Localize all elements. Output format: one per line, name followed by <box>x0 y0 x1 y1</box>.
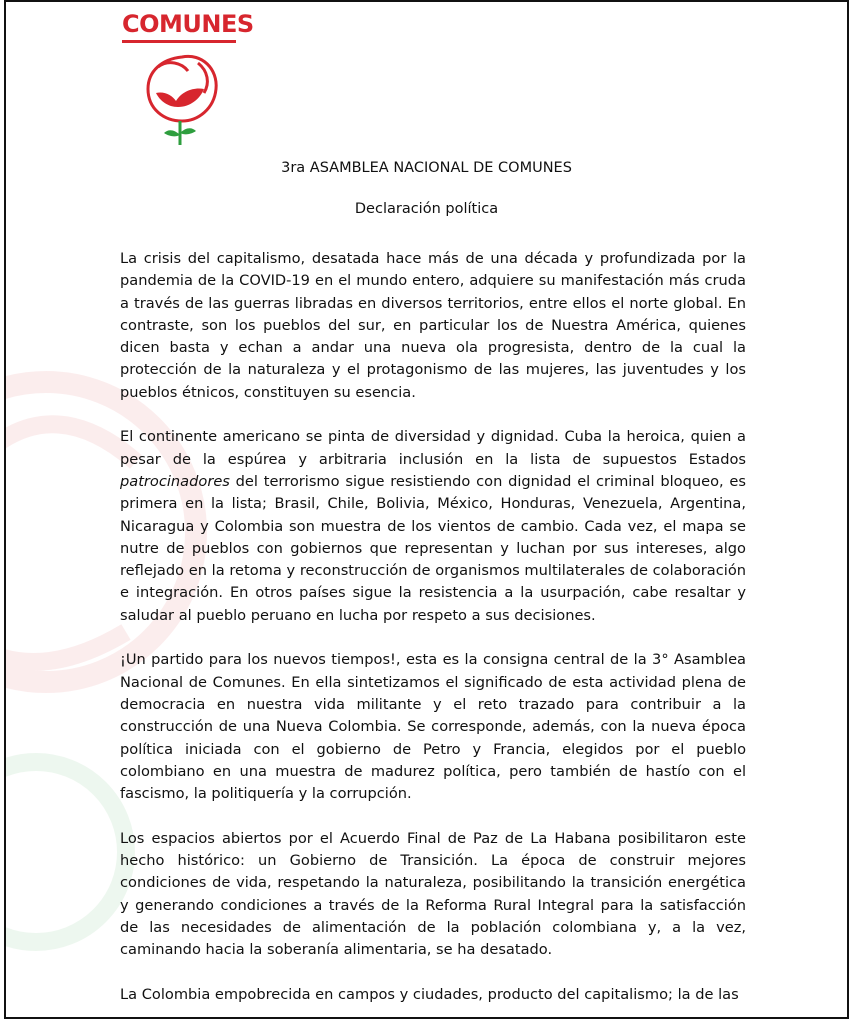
document-page <box>4 0 849 1019</box>
paragraph-2-part-b: del terrorismo sigue resistiendo con dignidad el criminal bloqueo, es primera en la lista; Brasil, Chile, Bolivia, México, Honduras, Venezuela, Argentina, Nicaragua y Colombia son muestra de los vientos de cambio. Cada vez, el mapa se nutre de pueblos con gobiernos que representan y luchan por sus intereses, algo reflejado en la retoma y reconstrucción de organismos multilaterales de colaboración e integración. En otros países sigue la resistencia a la usurpación, cabe resaltar y saludar al pueblo peruano en lucha por respeto a sus decisiones. <box>120 472 746 624</box>
document-body <box>120 248 746 1019</box>
paragraph-2-italic: patrocinadores <box>120 472 230 490</box>
document-subtitle: Declaración política <box>354 201 499 217</box>
paragraph-4: Los espacios abiertos por el Acuerdo Final de Paz de La Habana posibilitaron este hecho histórico: un Gobierno de Transición. La época de construir mejores condiciones de vida, respetando la naturaleza, posibilitando la transición energética y generando condiciones a través de la Reforma Rural Integral para la satisfacción de las necesidades de alimentación de la población colombiana y, a la vez, caminando hacia la soberanía alimentaria, se ha desatado. <box>120 829 746 959</box>
document-title: 3ra ASAMBLEA NACIONAL DE COMUNES <box>281 160 572 176</box>
paragraph-2-part-a: El continente americano se pinta de diversidad y dignidad. Cuba la heroica, quien a pesar de la espúrea y arbitraria inclusión en la lista de supuestos Estados <box>120 428 746 468</box>
comunes-logo <box>122 10 254 149</box>
paragraph-3: ¡Un partido para los nuevos tiempos!, esta es la consigna central de la 3° Asamblea Nacional de Comunes. En ella sintetizamos el significado de esta actividad plena de democracia en nuestra vida militante y el reto trazado para contribuir a la construcción de una Nueva Colombia. Se corresponde, además, con la nueva época política iniciada con el gobierno de Petro y Francia, elegidos por el pueblo colombiano en una muestra de madurez política, pero también de hastío con el fascismo, la politiquería y la corrupción. <box>120 651 746 803</box>
rose-dove-icon <box>142 49 222 149</box>
paragraph-2 <box>120 426 746 627</box>
logo-wordmark: COMUNES <box>122 10 236 43</box>
paragraph-5: La Colombia empobrecida en campos y ciudades, producto del capitalismo; la de las <box>120 985 739 1003</box>
paragraph-1: La crisis del capitalismo, desatada hace más de una década y profundizada por la pandemia de la COVID-19 en el mundo entero, adquiere su manifestación más cruda a través de las guerras libradas en diversos territorios, entre ellos el norte global. En contraste, son los pueblos del sur, en particular los de Nuestra América, quienes dicen basta y echan a andar una nueva ola progresista, dentro de la cual la protección de la naturaleza y el protagonismo de las mujeres, las juventudes y los pueblos étnicos, constituyen su esencia. <box>120 250 746 401</box>
